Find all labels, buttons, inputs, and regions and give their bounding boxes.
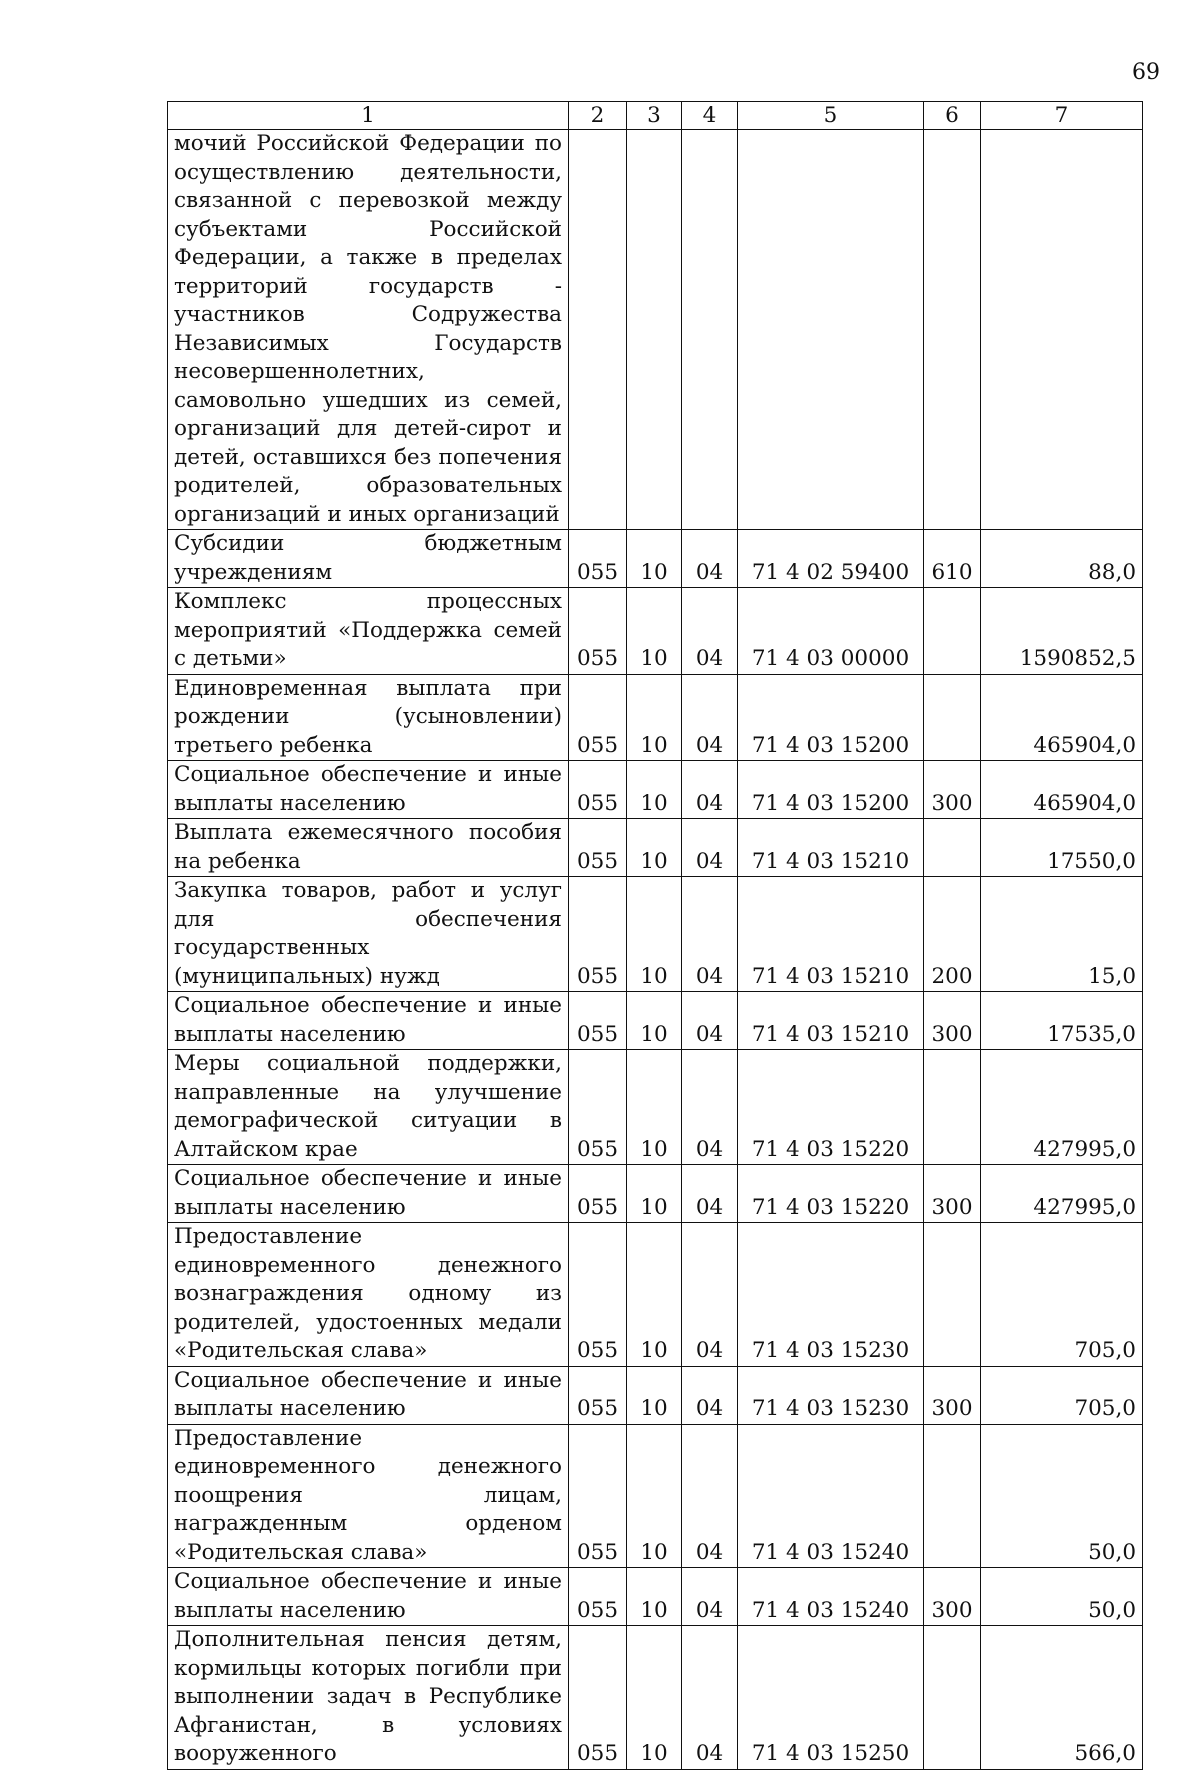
ministry-code: 055 [569, 1223, 627, 1367]
expense-type-code: 300 [924, 1568, 981, 1626]
amount: 17535,0 [981, 992, 1143, 1050]
expense-type-code [924, 130, 981, 530]
table-row [168, 1568, 1143, 1626]
amount: 15,0 [981, 877, 1143, 992]
ministry-code: 055 [569, 674, 627, 761]
amount: 17550,0 [981, 819, 1143, 877]
row-description: Предоставление единовременного денежного поощрения лицам, награжденным орденом «Родительская слава» [168, 1424, 569, 1568]
target-code: 71 4 03 15200 [738, 761, 924, 819]
section-code: 10 [627, 674, 682, 761]
amount: 705,0 [981, 1366, 1143, 1424]
amount: 1590852,5 [981, 588, 1143, 675]
expense-type-code [924, 588, 981, 675]
ministry-code: 055 [569, 530, 627, 588]
ministry-code: 055 [569, 1568, 627, 1626]
expense-type-code: 300 [924, 761, 981, 819]
amount: 465904,0 [981, 761, 1143, 819]
section-code: 10 [627, 761, 682, 819]
ministry-code: 055 [569, 761, 627, 819]
row-description: Социальное обеспечение и иные выплаты населению [168, 761, 569, 819]
amount: 50,0 [981, 1424, 1143, 1568]
section-code: 10 [627, 530, 682, 588]
table-row [168, 761, 1143, 819]
ministry-code: 055 [569, 992, 627, 1050]
section-code: 10 [627, 1626, 682, 1770]
row-description: Выплата ежемесячного пособия на ребенка [168, 819, 569, 877]
ministry-code: 055 [569, 1626, 627, 1770]
target-code: 71 4 03 15230 [738, 1223, 924, 1367]
ministry-code: 055 [569, 877, 627, 992]
section-code: 10 [627, 1050, 682, 1165]
row-description: Социальное обеспечение и иные выплаты населению [168, 992, 569, 1050]
column-number: 6 [924, 102, 981, 130]
table-row [168, 1626, 1143, 1770]
subsection-code: 04 [682, 1223, 738, 1367]
target-code: 71 4 02 59400 [738, 530, 924, 588]
target-code: 71 4 03 15220 [738, 1165, 924, 1223]
expense-type-code: 300 [924, 1366, 981, 1424]
ministry-code: 055 [569, 1165, 627, 1223]
subsection-code: 04 [682, 819, 738, 877]
section-code: 10 [627, 877, 682, 992]
row-description: Комплекс процессных мероприятий «Поддержка семей с детьми» [168, 588, 569, 675]
column-number: 5 [738, 102, 924, 130]
section-code: 10 [627, 992, 682, 1050]
target-code: 71 4 03 15210 [738, 877, 924, 992]
section-code [627, 130, 682, 530]
table-row [168, 1050, 1143, 1165]
row-description: Социальное обеспечение и иные выплаты населению [168, 1366, 569, 1424]
target-code: 71 4 03 15200 [738, 674, 924, 761]
target-code: 71 4 03 15230 [738, 1366, 924, 1424]
amount: 427995,0 [981, 1165, 1143, 1223]
subsection-code: 04 [682, 1366, 738, 1424]
table-row [168, 819, 1143, 877]
expense-type-code [924, 1626, 981, 1770]
column-number: 7 [981, 102, 1143, 130]
column-number-row [168, 102, 1143, 130]
row-description: мочий Российской Федерации по осуществлению деятельности, связанной с перевозкой между субъектами Российской Федерации, а также в пределах территорий государств - участников Содружества Независимых Государств несовершеннолетних, самовольно ушедших из семей, организаций для детей-сирот и детей, оставшихся без попечения родителей, образовательных организаций и иных организаций [168, 130, 569, 530]
section-code: 10 [627, 1223, 682, 1367]
section-code: 10 [627, 1424, 682, 1568]
target-code: 71 4 03 15210 [738, 992, 924, 1050]
target-code: 71 4 03 00000 [738, 588, 924, 675]
ministry-code: 055 [569, 588, 627, 675]
subsection-code: 04 [682, 1626, 738, 1770]
table-row [168, 588, 1143, 675]
amount: 465904,0 [981, 674, 1143, 761]
amount: 705,0 [981, 1223, 1143, 1367]
row-description: Предоставление единовременного денежного вознаграждения одному из родителей, удостоенных медали «Родительская слава» [168, 1223, 569, 1367]
ministry-code: 055 [569, 1366, 627, 1424]
amount: 50,0 [981, 1568, 1143, 1626]
target-code: 71 4 03 15210 [738, 819, 924, 877]
section-code: 10 [627, 588, 682, 675]
expense-type-code [924, 819, 981, 877]
section-code: 10 [627, 1568, 682, 1626]
target-code: 71 4 03 15250 [738, 1626, 924, 1770]
expense-type-code [924, 674, 981, 761]
budget-table [167, 101, 1143, 1770]
table-row [168, 992, 1143, 1050]
column-number: 4 [682, 102, 738, 130]
column-number: 1 [168, 102, 569, 130]
table-row [168, 1165, 1143, 1223]
row-description: Субсидии бюджетным учреждениям [168, 530, 569, 588]
expense-type-code [924, 1050, 981, 1165]
ministry-code: 055 [569, 1424, 627, 1568]
row-description: Единовременная выплата при рождении (усыновлении) третьего ребенка [168, 674, 569, 761]
section-code: 10 [627, 819, 682, 877]
ministry-code: 055 [569, 1050, 627, 1165]
row-description: Меры социальной поддержки, направленные на улучшение демографической ситуации в Алтайском крае [168, 1050, 569, 1165]
expense-type-code [924, 1223, 981, 1367]
subsection-code: 04 [682, 1050, 738, 1165]
subsection-code: 04 [682, 1424, 738, 1568]
row-description: Дополнительная пенсия детям, кормильцы которых погибли при выполнении задач в Республике Афганистан, в условиях вооруженного [168, 1626, 569, 1770]
table-row [168, 877, 1143, 992]
subsection-code: 04 [682, 674, 738, 761]
expense-type-code: 300 [924, 1165, 981, 1223]
column-number: 2 [569, 102, 627, 130]
row-description: Закупка товаров, работ и услуг для обеспечения государственных (муниципальных) нужд [168, 877, 569, 992]
table-row [168, 530, 1143, 588]
subsection-code: 04 [682, 761, 738, 819]
expense-type-code: 610 [924, 530, 981, 588]
table-row [168, 1223, 1143, 1367]
page-number: 69 [1132, 60, 1160, 85]
amount: 566,0 [981, 1626, 1143, 1770]
subsection-code: 04 [682, 1165, 738, 1223]
subsection-code: 04 [682, 530, 738, 588]
table-row [168, 1424, 1143, 1568]
row-description: Социальное обеспечение и иные выплаты населению [168, 1568, 569, 1626]
subsection-code: 04 [682, 992, 738, 1050]
ministry-code: 055 [569, 819, 627, 877]
table-row [168, 674, 1143, 761]
column-number: 3 [627, 102, 682, 130]
target-code: 71 4 03 15240 [738, 1568, 924, 1626]
subsection-code: 04 [682, 588, 738, 675]
ministry-code [569, 130, 627, 530]
table-row [168, 130, 1143, 530]
section-code: 10 [627, 1366, 682, 1424]
subsection-code: 04 [682, 877, 738, 992]
expense-type-code: 200 [924, 877, 981, 992]
target-code: 71 4 03 15240 [738, 1424, 924, 1568]
amount [981, 130, 1143, 530]
expense-type-code [924, 1424, 981, 1568]
amount: 427995,0 [981, 1050, 1143, 1165]
subsection-code [682, 130, 738, 530]
target-code [738, 130, 924, 530]
row-description: Социальное обеспечение и иные выплаты населению [168, 1165, 569, 1223]
subsection-code: 04 [682, 1568, 738, 1626]
expense-type-code: 300 [924, 992, 981, 1050]
section-code: 10 [627, 1165, 682, 1223]
target-code: 71 4 03 15220 [738, 1050, 924, 1165]
amount: 88,0 [981, 530, 1143, 588]
table-row [168, 1366, 1143, 1424]
